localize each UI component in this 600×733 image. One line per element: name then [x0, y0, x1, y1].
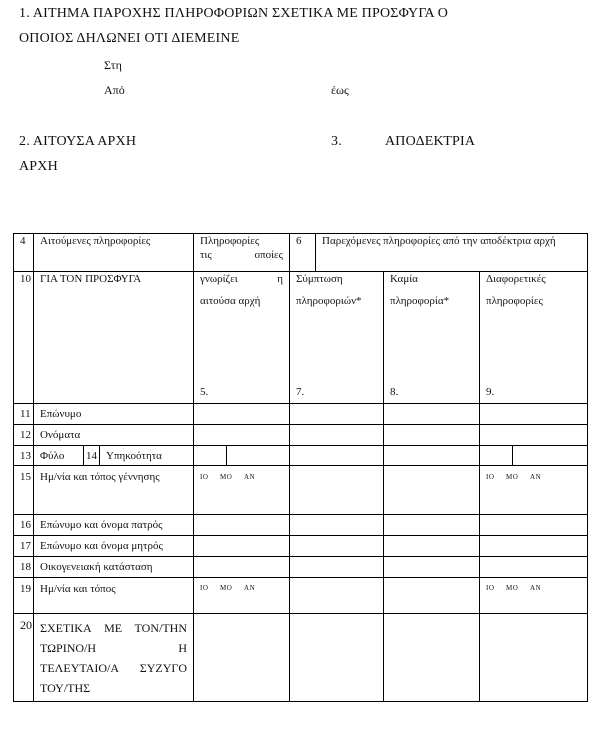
- spouse-label: [34, 614, 194, 702]
- mother-match[interactable]: [290, 536, 384, 557]
- no-info-column: [384, 272, 480, 404]
- spouse-word-3: ΤΟΝ/ΤΗΝ: [134, 621, 187, 635]
- year-code: ΑΝ: [244, 473, 256, 481]
- column-number-8: 8.: [390, 386, 399, 398]
- information-table: [13, 233, 588, 702]
- mother-different[interactable]: [480, 536, 588, 557]
- known-info-line4: αιτούσα αρχή: [200, 295, 261, 307]
- month-code: ΜΟ: [220, 473, 233, 481]
- sex-nationality-known[interactable]: [194, 446, 290, 466]
- spouse-word-6: ΤΕΛΕΥΤΑΙΟ/Α: [40, 661, 120, 675]
- column-number-5: 5.: [200, 386, 209, 398]
- apo-label: Από: [104, 83, 125, 97]
- father-known[interactable]: [194, 515, 290, 536]
- mother-none[interactable]: [384, 536, 480, 557]
- known-info-header-cell: [194, 234, 290, 272]
- date-place-label: Ημ/νία και τόπος: [34, 578, 194, 614]
- cell-num-12: 12: [14, 425, 34, 446]
- date-place-known[interactable]: [194, 578, 290, 614]
- date-place-different[interactable]: [480, 578, 588, 614]
- spouse-word-2: ΜΕ: [104, 621, 123, 635]
- no-info-line1: Καμία: [390, 273, 418, 285]
- day-code: ΙΟ: [200, 473, 209, 481]
- cell-num-19: 19: [14, 578, 34, 614]
- marital-match[interactable]: [290, 557, 384, 578]
- spouse-word-1: ΣΧΕΤΙΚΑ: [40, 621, 92, 635]
- nationality-label: Υπηκοότητα: [100, 446, 194, 466]
- cell-num-17: 17: [14, 536, 34, 557]
- surname-match[interactable]: [290, 404, 384, 425]
- cell-num-15: 15: [14, 466, 34, 515]
- names-known[interactable]: [194, 425, 290, 446]
- known-info-line2: [200, 248, 289, 262]
- requesting-authority-label-line2: ΑΡΧΗ: [19, 159, 58, 174]
- month-code: ΜΟ: [506, 473, 519, 481]
- provided-info-header: Παρεχόμενες πληροφορίες από την αποδέκτρια αρχή: [316, 234, 588, 272]
- surname-label: Επώνυμο: [34, 404, 194, 425]
- mother-name-label: Επώνυμο και όνομα μητρός: [34, 536, 194, 557]
- year-code: ΑΝ: [530, 473, 542, 481]
- different-info-line1: Διαφορετικές: [486, 273, 546, 285]
- day-code: ΙΟ: [200, 584, 209, 592]
- known-info-line1: Πληροφορίες: [200, 235, 260, 247]
- no-info-line2: πληροφορία*: [390, 295, 450, 307]
- sex-nationality-different[interactable]: [480, 446, 588, 466]
- spouse-word-4: ΤΩΡΙΝΟ/Η: [40, 641, 97, 655]
- sex-nationality-match[interactable]: [290, 446, 384, 466]
- cell-num-18: 18: [14, 557, 34, 578]
- receiving-authority-number: 3.: [331, 134, 342, 149]
- birth-date-known[interactable]: [194, 466, 290, 515]
- for-refugee-label: ΓΙΑ ΤΟΝ ΠΡΟΣΦΥΓΑ: [34, 272, 194, 404]
- father-different[interactable]: [480, 515, 588, 536]
- sex-label: Φύλο: [34, 446, 84, 466]
- form-title-line1: 1. ΑΙΤΗΜΑ ΠΑΡΟΧΗΣ ΠΛΗΡΟΦΟΡΙΩΝ ΣΧΕΤΙΚΑ ΜΕ ΠΡΟΣΦΥΓΑ Ο: [19, 6, 449, 21]
- father-none[interactable]: [384, 515, 480, 536]
- known-info-word-gnorizei: γνωρίζει: [200, 273, 238, 285]
- cell-num-13: 13: [14, 446, 34, 466]
- year-code: ΑΝ: [530, 584, 542, 592]
- known-info-word-tis: τις: [200, 249, 212, 261]
- cell-num-10: 10: [14, 272, 34, 404]
- sti-label: Στη: [104, 58, 122, 72]
- month-code: ΜΟ: [506, 584, 519, 592]
- different-info-line2: πληροφορίες: [486, 295, 543, 307]
- marital-none[interactable]: [384, 557, 480, 578]
- spouse-none[interactable]: [384, 614, 480, 702]
- names-label: Ονόματα: [34, 425, 194, 446]
- birth-date-match[interactable]: [290, 466, 384, 515]
- marital-known[interactable]: [194, 557, 290, 578]
- date-place-none[interactable]: [384, 578, 480, 614]
- spouse-label-line3: [40, 658, 187, 678]
- cell-num-4: 4: [14, 234, 34, 272]
- spouse-label-line1: [40, 618, 187, 638]
- requesting-authority-label: 2. ΑΙΤΟΥΣΑ ΑΡΧΗ: [19, 134, 137, 149]
- mother-known[interactable]: [194, 536, 290, 557]
- day-code: ΙΟ: [486, 473, 495, 481]
- cell-num-11: 11: [14, 404, 34, 425]
- spouse-label-line2: [40, 638, 187, 658]
- father-match[interactable]: [290, 515, 384, 536]
- form-title-line2: ΟΠΟΙΟΣ ΔΗΛΩΝΕΙ ΟΤΙ ΔΙΕΜΕΙΝΕ: [19, 31, 240, 46]
- column-number-7: 7.: [296, 386, 305, 398]
- spouse-match[interactable]: [290, 614, 384, 702]
- match-column: [290, 272, 384, 404]
- surname-known[interactable]: [194, 404, 290, 425]
- spouse-known[interactable]: [194, 614, 290, 702]
- birth-date-different[interactable]: [480, 466, 588, 515]
- cell-num-14: 14: [84, 446, 100, 466]
- names-none[interactable]: [384, 425, 480, 446]
- known-info-word-i: η: [277, 273, 284, 285]
- spouse-word-5: Η: [178, 641, 188, 655]
- known-info-line3: [200, 272, 289, 286]
- sex-different-box[interactable]: [480, 446, 513, 465]
- different-info-column: [480, 272, 588, 404]
- cell-num-16: 16: [14, 515, 34, 536]
- cell-num-6: 6: [290, 234, 316, 272]
- marital-status-label: Οικογενειακή κατάσταση: [34, 557, 194, 578]
- column-number-9: 9.: [486, 386, 495, 398]
- sex-nationality-none[interactable]: [384, 446, 480, 466]
- birth-date-place-label: Ημ/νία και τόπος γέννησης: [34, 466, 194, 515]
- eos-label: έως: [331, 83, 349, 97]
- match-line1: Σύμπτωση: [296, 273, 343, 285]
- marital-different[interactable]: [480, 557, 588, 578]
- cell-num-20: 20: [14, 614, 34, 702]
- names-match[interactable]: [290, 425, 384, 446]
- known-info-column: [194, 272, 290, 404]
- date-place-match[interactable]: [290, 578, 384, 614]
- names-different[interactable]: [480, 425, 588, 446]
- surname-none[interactable]: [384, 404, 480, 425]
- birth-date-none[interactable]: [384, 466, 480, 515]
- receiving-authority-label: ΑΠΟΔΕΚΤΡΙΑ: [385, 134, 476, 149]
- requested-info-header: Αιτούμενες πληροφορίες: [34, 234, 194, 272]
- surname-different[interactable]: [480, 404, 588, 425]
- match-line2: πληροφοριών*: [296, 295, 362, 307]
- spouse-word-7: ΣΥΖΥΓΟ: [139, 661, 188, 675]
- day-code: ΙΟ: [486, 584, 495, 592]
- spouse-different[interactable]: [480, 614, 588, 702]
- year-code: ΑΝ: [244, 584, 256, 592]
- known-info-word-opoies: οποίες: [254, 249, 284, 261]
- month-code: ΜΟ: [220, 584, 233, 592]
- sex-known-box[interactable]: [194, 446, 227, 465]
- father-name-label: Επώνυμο και όνομα πατρός: [34, 515, 194, 536]
- spouse-label-line4: ΤΟΥ/ΤΗΣ: [40, 681, 91, 695]
